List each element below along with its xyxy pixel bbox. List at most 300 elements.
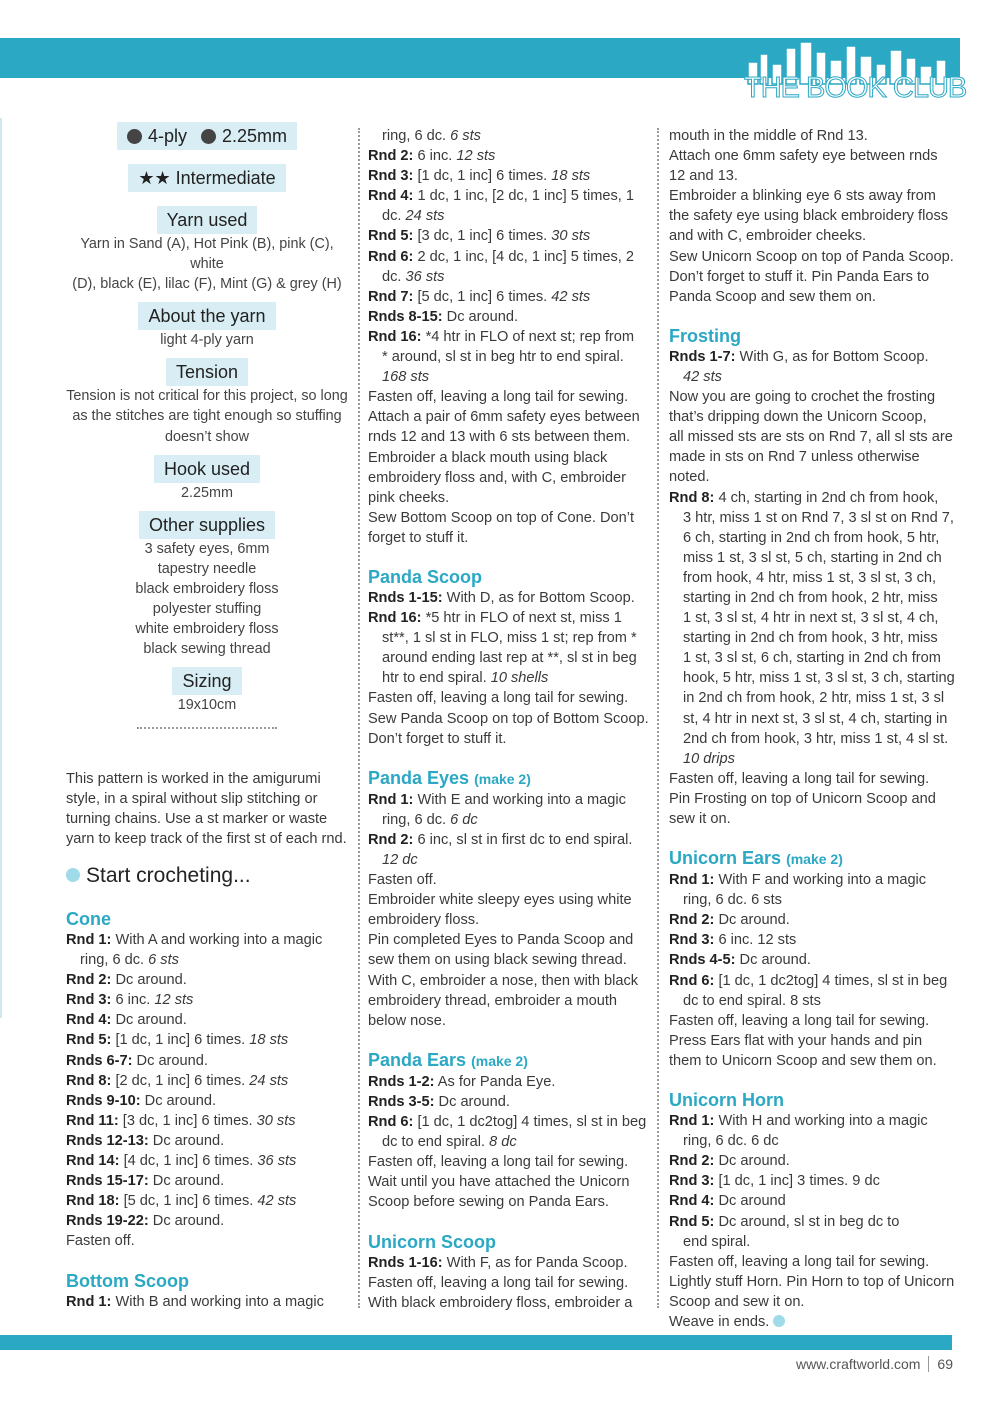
text-line: Fasten off, leaving a long tail for sewing. [669, 1253, 930, 1270]
text-line: Dc around. [714, 912, 790, 929]
text-line: 10 drips [683, 750, 735, 767]
pattern-line [669, 1111, 959, 1131]
text-line: Rnd 5: [66, 1032, 112, 1049]
text-line: 24 sts [249, 1072, 289, 1089]
text-line: Dc around. [132, 1052, 208, 1069]
text-line: the safety eye using black embroidery floss [669, 208, 949, 225]
text-line: Sew Unicorn Scoop on top of Panda Scoop. [669, 248, 954, 265]
sizing-heading: Sizing [172, 667, 241, 695]
text-line: Embroider a blinking eye 6 sts away from [669, 188, 936, 205]
text-line: Dc around. [111, 972, 187, 989]
text-line: made in sts on Rnd 7 unless otherwise noted. [669, 449, 920, 486]
text-line: Rnd 7: [368, 288, 414, 305]
text-line: 6 dc [450, 811, 478, 828]
text-line: Scoop before sewing on Panda Ears. [368, 1194, 609, 1211]
pattern-line [368, 830, 650, 850]
supply-item: polyester stuffing [152, 601, 262, 618]
text-line: 12 dc [382, 852, 418, 868]
text-line: Dc around. [140, 1092, 217, 1109]
pattern-line [669, 930, 959, 950]
text-line: Rnd 1: [66, 1293, 112, 1310]
pattern-line [368, 226, 650, 246]
text-line: 24 sts [405, 208, 445, 225]
text-line: 3 htr, miss 1 st on Rnd 7, 3 sl st on Rnd 7, [683, 509, 954, 526]
text-line: Rnd 6: [368, 248, 414, 265]
text-line: 42 sts [551, 288, 591, 305]
text-line: 12 sts [154, 992, 194, 1009]
text-line: Rnds 1-16: [368, 1254, 443, 1271]
hook-used-text: 2.25mm [181, 484, 233, 501]
text-line: Rnd 1: [669, 872, 715, 889]
page-number: 69 [937, 1356, 953, 1372]
text-line: (make 2) [474, 770, 531, 787]
spacer [669, 1071, 959, 1089]
cone-section [66, 908, 356, 1312]
text-line: Don’t forget to stuff it. Pin Panda Ears to [669, 268, 930, 285]
about-yarn-text: light 4-ply yarn [160, 332, 254, 349]
end-yarn-icon [773, 1315, 785, 1327]
text-line: Weave in ends. [669, 1313, 770, 1330]
text-line: [3 dc, 1 inc] 6 times. [413, 228, 552, 245]
text-line: Dc around, sl st in beg dc to [714, 1213, 900, 1230]
supply-item: white embroidery floss [135, 621, 279, 638]
text-line: Rnds 19-22: [66, 1213, 149, 1230]
spacer [368, 1213, 650, 1231]
text-line: *4 htr in FLO of next st; rep from [421, 328, 635, 345]
text-line: end spiral. [683, 1233, 751, 1250]
pattern-line [66, 1051, 356, 1071]
text-line: Rnds 9-10: [66, 1092, 141, 1109]
text-line: Rnd 18: [66, 1193, 120, 1210]
text-line: Tension is not critical for this project, so long [66, 388, 348, 405]
text-line: Dc around. [148, 1213, 225, 1230]
text-line: [1 dc, 1 dc2tog] 4 times, sl st in beg [714, 972, 948, 989]
spacer [669, 307, 959, 325]
text-line: Rnd 16: [368, 610, 422, 627]
text-line: Attach one 6mm safety eye between rnds [669, 148, 938, 165]
text-line: them to Unicorn Scoop and sew them on. [669, 1052, 937, 1069]
text-line: dc. [382, 208, 406, 225]
spacer [368, 1031, 650, 1049]
spacer [66, 1252, 356, 1270]
text-line: Yarn in Sand (A), Hot Pink (B), pink (C), white [80, 236, 334, 273]
text-line: [3 dc, 1 inc] 6 times. [118, 1112, 257, 1129]
pattern-line [368, 186, 650, 206]
text-line: doesn’t show [165, 428, 249, 445]
text-line: st**, 1 sl st in FLO, miss 1 st; rep from * [382, 630, 637, 647]
text-line: embroidery thread, embroider a mouth [368, 992, 618, 1009]
pattern-line [669, 950, 959, 970]
text-line: Rnds 1-2: [368, 1073, 435, 1090]
footer-bar [0, 1335, 952, 1350]
text-line: With H and working into a magic [714, 1113, 928, 1130]
text-line: Rnd 1: [368, 791, 414, 808]
text-line: Rnd 8: [669, 489, 715, 506]
section-title: Unicorn Scoop [368, 1231, 497, 1252]
text-line: 18 sts [551, 168, 591, 185]
text-line: Rnds 3-5: [368, 1093, 435, 1110]
text-line: 6 inc. 12 sts [714, 932, 797, 949]
pattern-line [669, 1212, 959, 1232]
text-line: style, in a spiral without slip stitching or [66, 791, 318, 808]
text-line: rnds 12 and 13 with 6 sts between them. [368, 429, 631, 446]
text-line: Rnd 6: [368, 1114, 414, 1131]
text-line: Fasten off. [368, 872, 437, 889]
pattern-line [368, 287, 650, 307]
text-line: around ending last rep at **, sl st in beg [382, 650, 637, 667]
column-3 [669, 126, 959, 1332]
margin-line [0, 118, 2, 1018]
text-line: Fasten off. [66, 1233, 135, 1250]
text-line: that’s dripping down the Unicorn Scoop, [669, 409, 927, 426]
star-icon: ★★ [138, 168, 171, 188]
text-line: in 2nd ch from hook, 2 htr, miss 1 st, 3 sl [683, 690, 945, 707]
section-title: Cone [66, 909, 111, 929]
column-divider [657, 128, 659, 1308]
yarn-used-heading: Yarn used [157, 206, 258, 234]
page-footer [796, 1356, 953, 1372]
text-line: 42 sts [683, 368, 722, 385]
pattern-line [66, 1191, 356, 1211]
text-line: With G, as for Bottom Scoop. [735, 348, 929, 365]
text-line: ring, 6 dc. 6 dc [683, 1133, 779, 1150]
text-line: miss 1 st, 3 sl st, 5 ch, starting in 2nd ch [683, 549, 942, 566]
text-line: Embroider white sleepy eyes using white [368, 892, 632, 909]
text-line: st, 4 htr in next st, 3 sl st, 4 ch, starting in [683, 710, 948, 727]
about-yarn-heading: About the yarn [138, 302, 275, 330]
divider [137, 727, 277, 729]
text-line: 6 inc. [413, 148, 457, 165]
text-line: 2nd ch from hook, 3 htr, miss 1 st, 4 sl st. [683, 730, 949, 747]
text-line: Fasten off, leaving a long tail for sewing. [368, 389, 629, 406]
pattern-line [66, 1111, 356, 1131]
pattern-info-sidebar [62, 122, 352, 729]
text-line: Rnd 5: [669, 1213, 715, 1230]
text-line: Unicorn Ears [669, 848, 782, 869]
text-line: dc. [382, 268, 406, 285]
pattern-line [368, 1132, 650, 1152]
text-line: 12 and 13. [669, 168, 738, 185]
text-line: sew it on. [669, 811, 731, 827]
pattern-line [368, 588, 650, 608]
pattern-line [368, 327, 650, 347]
text-line: Rnd 2: [368, 148, 414, 165]
text-line: Rnds 6-7: [66, 1052, 133, 1069]
pattern-line [368, 206, 650, 226]
pattern-line [669, 870, 959, 890]
supply-item: 3 safety eyes, 6mm [144, 540, 270, 557]
spacer [669, 829, 959, 847]
text-line: Rnd 1: [66, 932, 112, 948]
text-line: 168 sts [382, 369, 430, 386]
text-line: 6 sts [148, 952, 179, 969]
text-line: dc to end spiral. [382, 1134, 490, 1151]
text-line: Now you are going to crochet the frosting [669, 389, 936, 406]
text-line: [1 dc, 1 inc] 3 times. 9 dc [714, 1173, 880, 1190]
text-line: 4 ch, starting in 2nd ch from hook, [714, 489, 939, 506]
pattern-line [66, 1071, 356, 1091]
spacer [368, 548, 650, 566]
supplies-heading: Other supplies [139, 511, 275, 539]
text-line: Rnds 15-17: [66, 1173, 149, 1190]
footer-url[interactable]: www.craftworld.com [795, 1356, 921, 1372]
hook-used-heading: Hook used [154, 455, 260, 483]
text-line: Rnd 11: [66, 1112, 119, 1129]
text-line: (make 2) [471, 1052, 528, 1069]
pattern-line [66, 950, 356, 970]
text-line: ring, 6 dc. [382, 811, 451, 828]
text-line: 8 dc [489, 1134, 517, 1151]
text-line: htr to end spiral. [382, 670, 491, 687]
text-line: 1 dc, 1 inc, [2 dc, 1 inc] 5 times, 1 [413, 188, 635, 205]
text-line: * around, sl st in beg htr to end spiral. [382, 349, 624, 366]
supply-item: black sewing thread [143, 641, 271, 658]
text-line: Panda Ears [368, 1049, 467, 1070]
text-line: Fasten off, leaving a long tail for sewing. [368, 1274, 629, 1291]
pattern-line [66, 970, 356, 990]
spec-yarn: 4-ply [147, 126, 187, 146]
text-line: Rnds 1-15: [368, 589, 443, 606]
text-line: Press Ears flat with your hands and pin [669, 1032, 923, 1049]
pattern-line [669, 971, 959, 991]
text-line: With B and working into a magic [111, 1293, 324, 1310]
text-line: Wait until you have attached the Unicorn [368, 1174, 630, 1191]
section-title: Frosting [669, 325, 741, 346]
pattern-line [669, 488, 959, 508]
pattern-line [66, 1131, 356, 1151]
text-line: Rnd 1: [669, 1113, 715, 1130]
pattern-line [368, 247, 650, 267]
pattern-line [368, 850, 650, 870]
pattern-line [368, 668, 650, 688]
pattern-line [368, 146, 650, 166]
pattern-line [66, 1030, 356, 1050]
text-line: Don’t forget to stuff it. [368, 730, 507, 747]
supplies-list [62, 539, 352, 660]
text-line: mouth in the middle of Rnd 13. [669, 128, 868, 144]
column-divider [358, 128, 360, 1308]
text-line: 36 sts [257, 1153, 297, 1170]
start-heading [66, 864, 251, 888]
pattern-line [66, 990, 356, 1010]
text-line: Rnd 14: [66, 1153, 120, 1170]
text-line: Lightly stuff Horn. Pin Horn to top of Unicorn [669, 1273, 955, 1290]
text-line: Dc around. [111, 1012, 187, 1029]
text-line: (D), black (E), lilac (F), Mint (G) & grey (H) [72, 276, 342, 293]
text-line: Rnd 3: [368, 168, 414, 185]
text-line: and with C, embroider cheeks. [669, 228, 867, 245]
text-line: 6 inc. [111, 992, 155, 1009]
text-line: [1 dc, 1 dc2tog] 4 times, sl st in beg [413, 1114, 647, 1131]
sizing-text: 19x10cm [177, 697, 237, 714]
text-line: [5 dc, 1 inc] 6 times. [413, 288, 552, 305]
pattern-line [669, 1191, 959, 1211]
text-line: dc to end spiral. 8 sts [683, 992, 821, 1009]
text-line: turning chains. Use a st marker or waste [66, 811, 328, 828]
text-line: ring, 6 dc. [80, 952, 149, 969]
section-title: Panda Scoop [368, 566, 483, 587]
text-line: With black embroidery floss, embroider a [368, 1294, 633, 1311]
text-line: 36 sts [405, 268, 445, 285]
supply-item: tapestry needle [157, 560, 257, 577]
text-line: embroidery floss and, with C, embroider [368, 469, 626, 486]
text-line: Pin completed Eyes to Panda Scoop and [368, 932, 634, 949]
section-title [669, 847, 959, 870]
text-line: 6 ch, starting in 2nd ch from hook, 5 htr, [683, 529, 940, 546]
pattern-line [66, 1010, 356, 1030]
text-line: Sew Panda Scoop on top of Bottom Scoop. [368, 710, 649, 727]
difficulty-label: Intermediate [175, 168, 276, 188]
text-line: 6 inc, sl st in first dc to end spiral. [413, 831, 633, 848]
text-line: Fasten off, leaving a long tail for sewing. [368, 690, 629, 707]
text-line: from hook, 4 htr, miss 1 st, 3 sl st, 3 ch, [683, 569, 937, 586]
text-line: Rnd 2: [66, 972, 112, 989]
text-line: [4 dc, 1 inc] 6 times. [119, 1153, 258, 1170]
pattern-line [66, 1211, 356, 1231]
pattern-line [669, 1171, 959, 1191]
text-line: 10 shells [490, 670, 549, 687]
text-line: Pin Frosting on top of Unicorn Scoop and [669, 790, 936, 807]
text-line: With F, as for Panda Scoop. [442, 1254, 628, 1271]
text-line: Dc around. [148, 1173, 225, 1190]
text-line: Rnd 16: [368, 328, 422, 345]
pattern-line [66, 930, 356, 950]
text-line: sew them on using black sewing thread. [368, 952, 627, 969]
text-line: ring, 6 dc. [382, 128, 451, 144]
text-line: Rnd 2: [669, 912, 715, 929]
text-line: [1 dc, 1 inc] 6 times. [413, 168, 552, 185]
intro-text [66, 769, 356, 849]
pattern-line [368, 367, 650, 387]
text-line: pink cheeks. [368, 489, 450, 506]
text-line: Rnds 12-13: [66, 1132, 149, 1149]
text-line: Start crocheting... [86, 864, 251, 887]
text-line: Dc around [714, 1193, 786, 1210]
text-line: Rnd 2: [368, 831, 414, 848]
text-line: 12 sts [456, 148, 496, 165]
pattern-line [66, 1292, 356, 1312]
text-line: forget to stuff it. [368, 529, 469, 546]
text-line: Embroider a black mouth using black [368, 449, 608, 466]
text-line: all missed sts are sts on Rnd 7, all sl sts are [669, 429, 953, 446]
text-line: ring, 6 dc. 6 sts [683, 892, 782, 909]
tension-text [62, 386, 352, 446]
text-line: below nose. [368, 1012, 446, 1029]
text-line: 30 sts [256, 1112, 296, 1129]
pattern-line [66, 1151, 356, 1171]
text-line: With E and working into a magic [413, 791, 626, 808]
text-line: 1 st, 3 sl st, 4 htr in next st, 3 sl st, 4 ch, [683, 610, 939, 627]
pattern-line [669, 749, 959, 769]
text-line: [1 dc, 1 inc] 6 times. [111, 1032, 250, 1049]
text-line: starting in 2nd ch from hook, 3 htr, miss [683, 630, 938, 647]
pattern-line [669, 1312, 959, 1332]
text-line: Rnd 4: [368, 188, 414, 205]
section-title [368, 1049, 650, 1072]
pattern-line [66, 1091, 356, 1111]
pattern-line [368, 1112, 650, 1132]
difficulty-pill [128, 164, 285, 192]
text-line: With A and working into a magic [111, 932, 323, 948]
text-line: 30 sts [551, 228, 591, 245]
pattern-line [368, 1072, 650, 1092]
text-line: Rnd 3: [66, 992, 112, 1009]
text-line: Rnd 3: [669, 1173, 715, 1190]
text-line: Rnd 2: [669, 1153, 715, 1170]
text-line: As for Panda Eye. [434, 1073, 556, 1090]
pattern-line [368, 307, 650, 327]
text-line: Fasten off, leaving a long tail for sewing. [669, 770, 930, 787]
text-line: Rnd 4: [669, 1193, 715, 1210]
brand-title: THE BOOK CLUB [744, 72, 967, 104]
text-line: Rnd 4: [66, 1012, 112, 1029]
pattern-line [368, 608, 650, 628]
supply-item: black embroidery floss [135, 580, 279, 597]
text-line: hook, 5 htr, miss 1 st, 3 sl st, 3 ch, starting [683, 670, 955, 687]
yarn-bullet-icon [66, 868, 80, 882]
column-2 [368, 126, 650, 1313]
text-line: Rnds 1-7: [669, 348, 736, 365]
section-title: Unicorn Horn [669, 1090, 784, 1111]
text-line: Rnd 5: [368, 228, 414, 245]
text-line: 42 sts [257, 1193, 297, 1210]
pattern-line [66, 1171, 356, 1191]
text-line: Dc around. [735, 952, 811, 969]
spacer [368, 749, 650, 767]
text-line: Panda Eyes [368, 767, 470, 788]
text-line: yarn to keep track of the first st of each rnd. [66, 831, 347, 848]
yarn-used-text [62, 234, 352, 294]
text-line: With C, embroider a nose, then with black [368, 972, 639, 989]
text-line: embroidery floss. [368, 912, 480, 929]
text-line: With F and working into a magic [714, 872, 927, 889]
text-line: 18 sts [249, 1032, 289, 1049]
text-line: Rnds 8-15: [368, 308, 443, 325]
section-title: Bottom Scoop [66, 1270, 189, 1291]
text-line: 2 dc, 1 inc, [4 dc, 1 inc] 5 times, 2 [413, 248, 635, 265]
hook-icon [201, 129, 216, 144]
text-line: Rnd 3: [669, 932, 715, 949]
pattern-line [669, 1151, 959, 1171]
text-line: as the stitches are tight enough so stuffing [72, 408, 342, 425]
text-line: 6 sts [450, 128, 481, 144]
text-line: [5 dc, 1 inc] 6 times. [119, 1193, 258, 1210]
text-line: Dc around. [434, 1093, 510, 1110]
text-line: Panda Scoop and sew them on. [669, 288, 876, 305]
pattern-line [368, 267, 650, 287]
spec-pill [117, 122, 297, 150]
pattern-line [368, 1253, 650, 1273]
text-line: Attach a pair of 6mm safety eyes between [368, 409, 640, 426]
text-line: Rnd 8: [66, 1072, 112, 1089]
text-line: Fasten off, leaving a long tail for sewing. [368, 1154, 629, 1171]
text-line: Fasten off, leaving a long tail for sewing. [669, 1012, 930, 1029]
pattern-line [368, 810, 650, 830]
text-line: Dc around. [148, 1132, 225, 1149]
text-line: Dc around. [442, 308, 519, 325]
section-title [368, 767, 650, 790]
pattern-line [669, 367, 959, 387]
pattern-line [368, 1092, 650, 1112]
text-line: Dc around. [714, 1153, 790, 1170]
pattern-line [368, 166, 650, 186]
pattern-line [669, 347, 959, 367]
text-line: (make 2) [786, 851, 843, 868]
pattern-line [368, 126, 650, 146]
spec-hook: 2.25mm [221, 126, 288, 146]
text-line: Sew Bottom Scoop on top of Cone. Don’t [368, 509, 635, 526]
yarn-ball-icon [127, 129, 142, 144]
